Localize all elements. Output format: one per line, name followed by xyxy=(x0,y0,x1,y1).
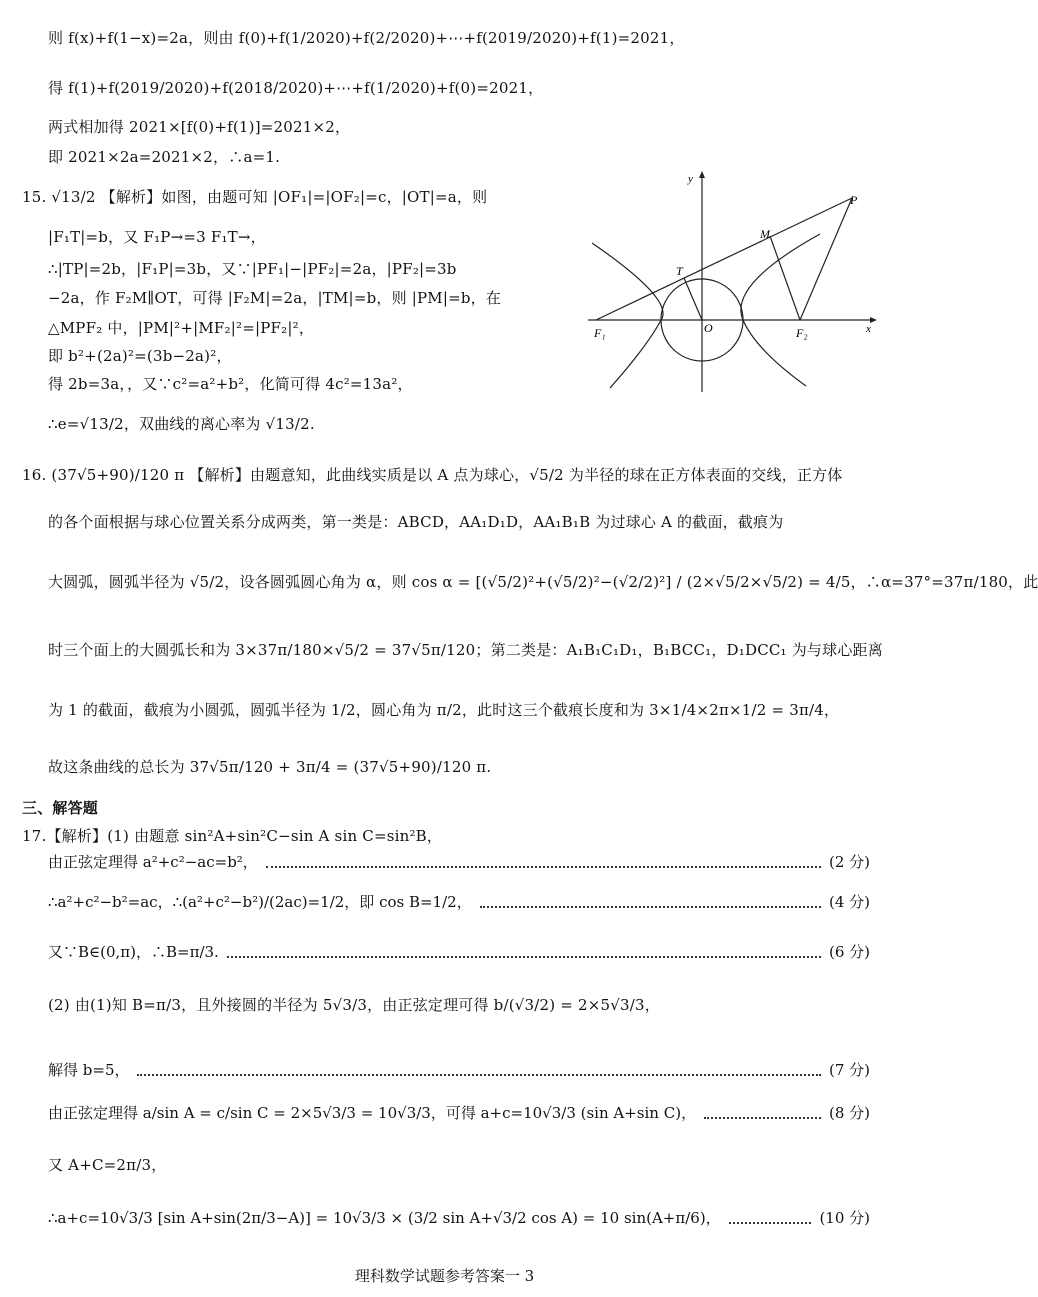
axis-label-y: y xyxy=(688,173,693,185)
point-label-f2: F₂ xyxy=(796,326,808,340)
leader-dots xyxy=(729,1212,812,1224)
text-line: 的各个面根据与球心位置关系分成两类，第一类是：ABCD，AA₁D₁D，AA₁B₁B 为过球心 A 的截面，截痕为 xyxy=(48,513,784,531)
hyperbola-figure xyxy=(588,170,878,398)
leader-dots xyxy=(227,946,821,958)
text-line: 得 2b=3a，，又∵c²=a²+b²，化简可得 4c²=13a²， xyxy=(48,375,413,393)
score-mark: (2 分) xyxy=(828,853,870,871)
line-p-f2 xyxy=(800,198,852,320)
point-label-o: O xyxy=(704,321,713,335)
leader-dots xyxy=(704,1107,821,1119)
question-17-header: 17.【解析】(1) 由题意 sin²A+sin²C−sin A sin C=sin²B， xyxy=(22,827,443,845)
point-label-f1: F₁ xyxy=(594,326,606,340)
hyperbola-right-branch xyxy=(741,234,820,386)
text-line: ∴e=√13/2，双曲线的离心率为 √13/2. xyxy=(48,415,315,433)
score-mark: (7 分) xyxy=(828,1061,870,1079)
text-line: ∴|TP|=2b，|F₁P|=3b，又∵|PF₁|−|PF₂|=2a，|PF₂|=3b xyxy=(48,260,457,278)
scored-step xyxy=(48,1060,870,1080)
text-line: 则 f(x)+f(1−x)=2a，则由 f(0)+f(1/2020)+f(2/2020)+⋯+f(2019/2020)+f(1)=2021， xyxy=(48,29,685,47)
text-line: 又 A+C=2π/3， xyxy=(48,1156,167,1174)
step-text: ∴a²+c²−b²=ac，∴(a²+c²−b²)/(2ac)=1/2，即 cos B=1/2， xyxy=(48,893,472,911)
y-axis-arrow xyxy=(699,171,705,178)
scored-step xyxy=(48,852,870,872)
x-axis-arrow xyxy=(870,317,877,323)
scored-step xyxy=(48,1208,870,1228)
step-text: 解得 b=5， xyxy=(48,1061,130,1079)
text-line: 时三个面上的大圆弧长和为 3×37π/180×√5/2 = 37√5π/120；第二类是：A₁B₁C₁D₁，B₁BCC₁，D₁DCC₁ 为与球心距离 xyxy=(48,641,883,659)
step-text: 由正弦定理得 a/sin A = c/sin C = 2×5√3/3 = 10√3/3，可得 a+c=10√3/3 (sin A+sin C)， xyxy=(48,1104,697,1122)
point-label-t: T xyxy=(676,264,683,278)
section-heading: 三、解答题 xyxy=(22,799,99,817)
point-label-p: P xyxy=(850,193,858,207)
scored-step xyxy=(48,942,870,962)
text-line: 即 b²+(2a)²=(3b−2a)²， xyxy=(48,347,232,365)
leader-dots xyxy=(480,896,821,908)
score-mark: (6 分) xyxy=(828,943,870,961)
text-line: (2) 由(1)知 B=π/3，且外接圆的半径为 5√3/3，由正弦定理可得 b/(√3/2) = 2×5√3/3， xyxy=(48,996,660,1014)
question-16-header: 16. (37√5+90)/120 π 【解析】由题意知，此曲线实质是以 A 点为球心，√5/2 为半径的球在正方体表面的交线，正方体 xyxy=(22,466,843,484)
leader-dots xyxy=(266,856,821,868)
scored-step xyxy=(48,892,870,912)
text-line: 大圆弧，圆弧半径为 √5/2，设各圆弧圆心角为 α，则 cos α = [(√5/2)²+(√5/2)²−(√2/2)²] / (2×√5/2×√5/2) = 4/5，∴α=37°=37π/180，此 xyxy=(48,573,1038,591)
scored-step xyxy=(48,1103,870,1123)
line-o-t xyxy=(684,278,702,320)
score-mark: (4 分) xyxy=(828,893,870,911)
step-text: ∴a+c=10√3/3 [sin A+sin(2π/3−A)] = 10√3/3 × (3/2 sin A+√3/2 cos A) = 10 sin(A+π/6)， xyxy=(48,1209,721,1227)
text-line: 为 1 的截面，截痕为小圆弧，圆弧半径为 1/2，圆心角为 π/2，此时这三个截痕长度和为 3×1/4×2π×1/2 = 3π/4， xyxy=(48,701,840,719)
page-footer: 理科数学试题参考答案一 3 xyxy=(354,1267,535,1285)
text-line: 即 2021×2a=2021×2，∴a=1. xyxy=(48,148,281,166)
axis-label-x: x xyxy=(866,323,871,335)
text-line: 得 f(1)+f(2019/2020)+f(2018/2020)+⋯+f(1/2020)+f(0)=2021， xyxy=(48,79,544,97)
point-label-m: M xyxy=(760,227,770,241)
text-line: |F₁T|=b，又 F₁P→=3 F₁T→， xyxy=(48,228,266,246)
question-15-header: 15. √13/2 【解析】如图，由题可知 |OF₁|=|OF₂|=c，|OT|=a，则 xyxy=(22,188,488,206)
text-line: △MPF₂ 中，|PM|²+|MF₂|²=|PF₂|²， xyxy=(48,319,315,337)
step-text: 又∵B∈(0,π)，∴B=π/3. xyxy=(48,943,219,961)
text-line: 两式相加得 2021×[f(0)+f(1)]=2021×2， xyxy=(48,118,351,136)
step-text: 由正弦定理得 a²+c²−ac=b²， xyxy=(48,853,258,871)
text-line: −2a，作 F₂M∥OT，可得 |F₂M|=2a，|TM|=b，则 |PM|=b，在 xyxy=(48,289,502,307)
score-mark: (8 分) xyxy=(828,1104,870,1122)
line-f1-p xyxy=(596,198,852,320)
text-line: 故这条曲线的总长为 37√5π/120 + 3π/4 = (37√5+90)/120 π. xyxy=(48,758,492,776)
hyperbola-left-branch xyxy=(592,243,663,388)
score-mark: (10 分) xyxy=(819,1209,870,1227)
leader-dots xyxy=(137,1064,820,1076)
